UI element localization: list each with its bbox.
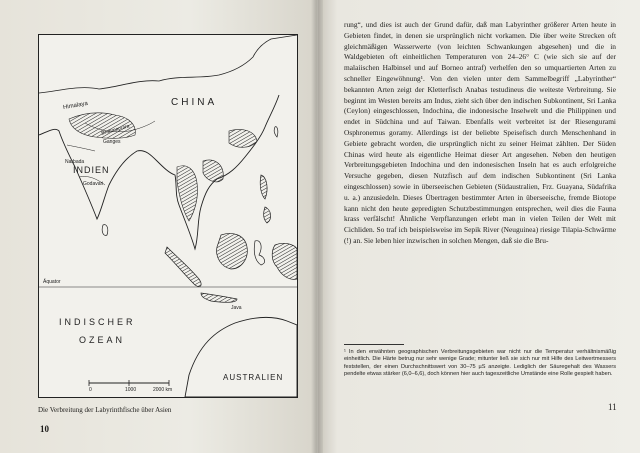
scale-label-0: 0 bbox=[89, 387, 92, 393]
map-label-indischer: INDISCHER bbox=[59, 317, 136, 327]
left-page bbox=[0, 0, 316, 453]
map-drawing bbox=[39, 35, 297, 397]
map-label-aequator: Äquator bbox=[43, 279, 61, 285]
map-label-indien: INDIEN bbox=[73, 165, 110, 175]
body-text-column bbox=[344, 20, 616, 247]
page-number-left: 10 bbox=[40, 424, 49, 434]
map-label-java: Java bbox=[231, 305, 242, 311]
map-label-brahmaputra: Brahmaputra bbox=[100, 123, 131, 137]
footnote: ¹ In den erwähnten geographischen Verbreitungsgebieten war nicht nur die Temperatur verhältnismäßig einheitlich. Die Härte betrug nur sehr wenige Grade; mitunter ließ sie sich nur mit Hilfe des Leitwertmessers feststellen, der einen Durchschnittswert von 30–75 µS anzeigte. Lediglich der Säuregehalt des Wassers pendelte etwas stärker (6,0–6,6), doch können hier auch tageszeitliche Umstände eine Rolle gespielt haben. bbox=[344, 349, 616, 378]
map-label-godavari: Godavari bbox=[83, 181, 104, 187]
footnote-rule bbox=[344, 344, 404, 345]
scale-label-2000: 2000 km bbox=[153, 387, 173, 393]
map-label-china: CHINA bbox=[171, 97, 218, 108]
map-label-himalaya: Himalaya bbox=[62, 100, 89, 112]
map-label-ganges: Ganges bbox=[103, 139, 121, 145]
scale-label-1000: 1000 bbox=[125, 387, 137, 393]
map-label-australien: AUSTRALIEN bbox=[223, 373, 284, 382]
book-gutter bbox=[311, 0, 323, 453]
distribution-map bbox=[38, 34, 298, 398]
page-number-right: 11 bbox=[608, 402, 617, 412]
map-label-ozean: OZEAN bbox=[79, 335, 126, 345]
map-label-narbada: Narbada bbox=[65, 159, 85, 165]
map-caption: Die Verbreitung der Labyrinthfische über Asien bbox=[38, 406, 172, 414]
body-paragraph: rung“, und dies ist auch der Grund dafür, daß man Labyrinther größerer Arten heute in Gebieten findet, in denen sie ursprünglich nicht vorkamen. Die über weite Strecken oft gleichmäßigen Wasserwerte (von leichten Schwankungen abgesehen) und die in Waldgebieten oft einheitlichen Temperaturen von 24–26° C (wie sich sie auf der malaiischen Halbinsel und auf Borneo antraf) verhelfen den so umquartierten Arten zu schneller Eingewöhnung¹. Von den vielen unter dem Sammelbegriff „Labyrinther“ bekannten Arten zeigt der Kletterfisch Anabas testudineus die weiteste Verbreitung. Sie beginnt im Westen bereits am Indus, zieht sich über den indischen Subkontinent, Sri Lanka (Ceylon) eingeschlossen, Indochina, die indonesische Inselwelt und die Philippinen und endet in Südchina und auf Taiwan. Ebenfalls weit verbreitet ist der Riesengurami Osphronemus goramy. Allerdings ist der beliebte Speisefisch durch Menschenhand in Gebiete gebracht worden, die ursprünglich nicht zu seiner Heimat zählten. Der Süden Chinas wird heute als eigentliche Heimat dieser Art angesehen. Neben den heutigen Verbreitungsgebieten Indochina und den indonesischen Inseln hat es auch erfolgreiche Versuche gegeben, diesen Nutzfisch auf dem indischen Subkontinent (Sri Lanka eingeschlossen) sowie in überseeischen Gebieten (Südaustralien, Frz. Guayana, Südafrika u. a.) anzusiedeln. Dieses Übertragen bestimmter Arten in überseeische, fremde Biotope kann nicht den heute gepredigten Schutzbestimmungen entsprechen, weil dies die Fauna krass verfälscht! Ähnliche Verpflanzungen erlebt man in vielen Teilen der Welt mit Cichliden. So traf ich beispielsweise im Sepik River (Neuguinea) riesige Tilapia-Schwärme (!) an. Sie leben hier inzwischen in solchen Mengen, daß sie die Bru- bbox=[344, 20, 616, 245]
